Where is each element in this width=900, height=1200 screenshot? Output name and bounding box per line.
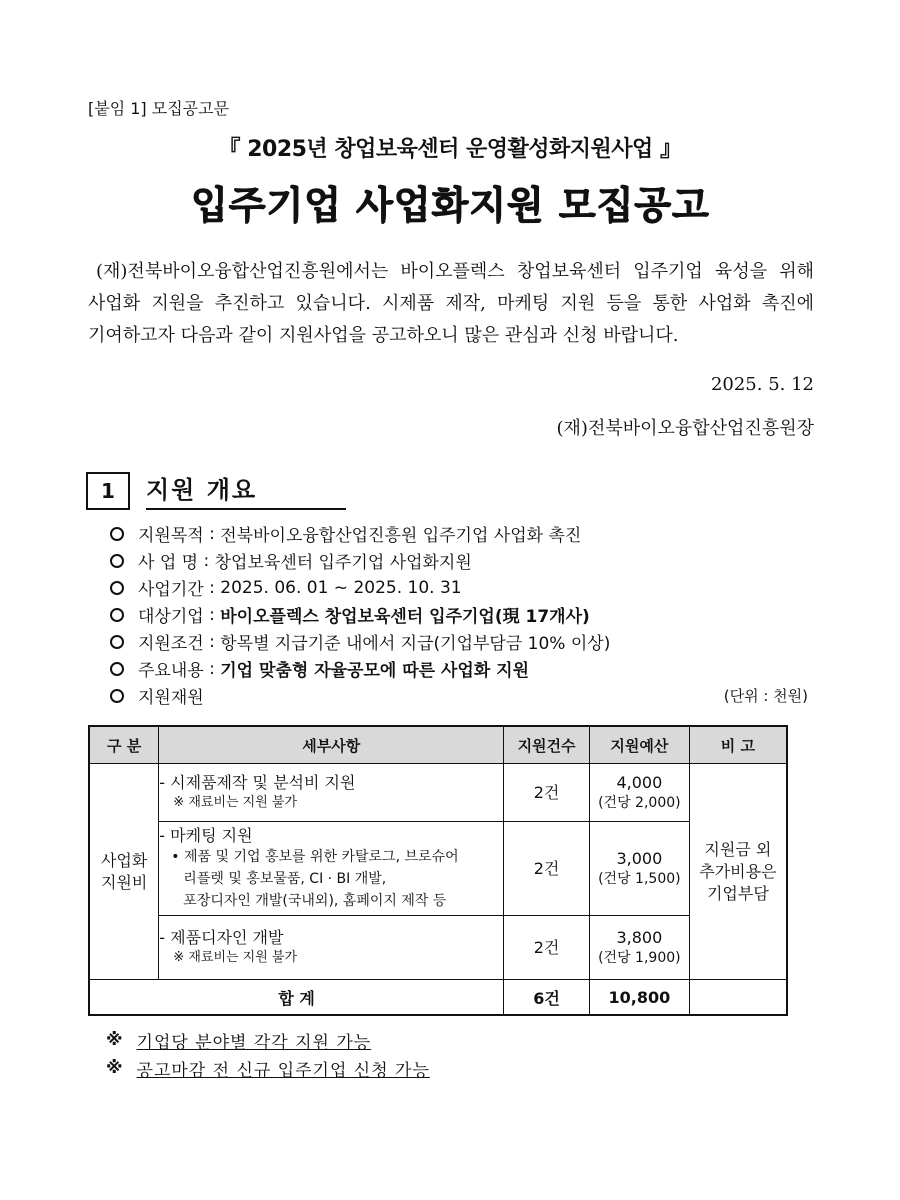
circle-bullet-icon — [110, 635, 124, 649]
item-value: 2025. 06. 01 ~ 2025. 10. 31 — [220, 577, 462, 598]
item-value: 항목별 지급기준 내에서 지급(기업부담금 10% 이상) — [220, 634, 611, 654]
budget-value: 4,000 — [616, 772, 663, 792]
circle-bullet-icon — [110, 662, 124, 676]
list-item: 지원목적 : 전북바이오융합산업진흥원 입주기업 사업화 촉진 — [110, 520, 810, 547]
list-item — [110, 682, 810, 709]
item-label: 지원재원 — [138, 688, 204, 708]
budget-per-case: (건당 1,900) — [598, 949, 681, 966]
category-line: 지원비 — [100, 872, 148, 892]
total-count: 6건 — [504, 980, 590, 1016]
section-number: 1 — [86, 472, 130, 510]
remark-line: 지원금 외 — [704, 839, 772, 859]
detail-cell — [159, 764, 504, 822]
detail-title: - 시제품제작 및 분석비 지원 — [159, 772, 356, 792]
header-detail: 세부사항 — [159, 726, 504, 764]
item-label: 주요내용 — [138, 661, 204, 681]
table-row — [89, 764, 787, 822]
table-header-row — [89, 726, 787, 764]
list-item: 사 업 명 : 창업보육센터 입주기업 사업화지원 — [110, 547, 810, 574]
circle-bullet-icon — [110, 554, 124, 568]
header-remark: 비 고 — [689, 726, 787, 764]
detail-bullet: 리플렛 및 홍보물품, CI · BI 개발, — [183, 870, 387, 887]
total-remark — [689, 980, 787, 1016]
note-item — [106, 1054, 430, 1082]
note-text: 공고마감 전 신규 입주기업 신청 가능 — [136, 1060, 430, 1081]
detail-note: ※ 재료비는 지원 불가 — [173, 949, 298, 965]
header-category: 구 분 — [89, 726, 159, 764]
section-title: 지원 개요 — [146, 470, 346, 510]
category-cell — [89, 764, 159, 980]
budget-cell — [589, 822, 689, 916]
detail-note: ※ 재료비는 지원 불가 — [173, 794, 298, 810]
total-budget: 10,800 — [589, 980, 689, 1016]
budget-per-case: (건당 2,000) — [598, 794, 681, 811]
header-budget: 지원예산 — [589, 726, 689, 764]
program-subtitle: 『 2025년 창업보육센터 운영활성화지원사업 』 — [218, 137, 682, 162]
list-item: 사업기간 : 2025. 06. 01 ~ 2025. 10. 31 — [110, 574, 810, 601]
list-item: 대상기업 : 바이오플렉스 창업보육센터 입주기업(現 17개사) — [110, 601, 810, 628]
table-row — [89, 916, 787, 980]
budget-table — [88, 725, 788, 1016]
detail-cell — [159, 916, 504, 980]
intro-paragraph: (재)전북바이오융합산업진흥원에서는 바이오플렉스 창업보육센터 입주기업 육성을 위해 사업화 지원을 추진하고 있습니다. 시제품 제작, 마케팅 지원 등을 통한 사업화 촉진에 기여하고자 다음과 같이 지원사업을 공고하오니 많은 관심과 신청 바랍니다. — [88, 261, 814, 346]
reference-mark-icon: ※ — [106, 1030, 123, 1050]
remark-line: 기업부담 — [706, 883, 769, 903]
detail-title: - 제품디자인 개발 — [159, 927, 284, 947]
remark-cell — [689, 764, 787, 980]
list-item: 지원조건 : 항목별 지급기준 내에서 지급(기업부담금 10% 이상) — [110, 628, 810, 655]
item-value: 창업보육센터 입주기업 사업화지원 — [214, 553, 472, 573]
budget-value: 3,000 — [616, 848, 663, 868]
unit-label: (단위 : 천원) — [723, 687, 808, 705]
count-cell: 2건 — [504, 764, 590, 822]
notice-date: 2025. 5. 12 — [710, 374, 814, 395]
item-label: 지원조건 — [138, 634, 204, 654]
item-label: 사업기간 — [138, 580, 204, 600]
budget-cell — [589, 916, 689, 980]
circle-bullet-icon — [110, 689, 124, 703]
budget-cell — [589, 764, 689, 822]
budget-value: 3,800 — [616, 927, 663, 947]
item-value: 기업 맞춤형 자율공모에 따른 사업화 지원 — [220, 661, 530, 681]
notice-title: 입주기업 사업화지원 모집공고 — [190, 183, 710, 227]
budget-per-case: (건당 1,500) — [598, 870, 681, 887]
header-count: 지원건수 — [504, 726, 590, 764]
circle-bullet-icon — [110, 608, 124, 622]
table-row — [89, 822, 787, 916]
detail-cell — [159, 822, 504, 916]
remark-line: 추가비용은 — [699, 861, 777, 881]
note-text: 기업당 분야별 각각 지원 가능 — [136, 1032, 372, 1053]
item-value: 전북바이오융합산업진흥원 입주기업 사업화 촉진 — [220, 526, 582, 546]
item-label: 사 업 명 — [138, 553, 199, 573]
reference-mark-icon: ※ — [106, 1058, 123, 1078]
circle-bullet-icon — [110, 527, 124, 541]
item-label: 대상기업 — [138, 607, 204, 627]
issuer-name: (재)전북바이오융합산업진흥원장 — [556, 418, 814, 439]
total-label: 합 계 — [89, 980, 504, 1016]
item-value: 바이오플렉스 창업보육센터 입주기업(現 17개사) — [220, 607, 590, 627]
category-line: 사업화 — [100, 850, 148, 870]
overview-list — [110, 520, 810, 709]
count-cell: 2건 — [504, 916, 590, 980]
list-item: 주요내용 : 기업 맞춤형 자율공모에 따른 사업화 지원 — [110, 655, 810, 682]
note-item — [106, 1026, 430, 1054]
circle-bullet-icon — [110, 581, 124, 595]
attachment-label: [붙임 1] 모집공고문 — [88, 99, 230, 118]
detail-title: - 마케팅 지원 — [159, 825, 253, 845]
notes-list — [106, 1026, 430, 1082]
total-row — [89, 980, 787, 1016]
detail-bullet: • 제품 및 기업 홍보를 위한 카탈로그, 브로슈어 — [171, 848, 459, 865]
count-cell: 2건 — [504, 822, 590, 916]
item-label: 지원목적 — [138, 526, 204, 546]
detail-bullet: 포장디자인 개발(국내외), 홈페이지 제작 등 — [183, 892, 447, 909]
